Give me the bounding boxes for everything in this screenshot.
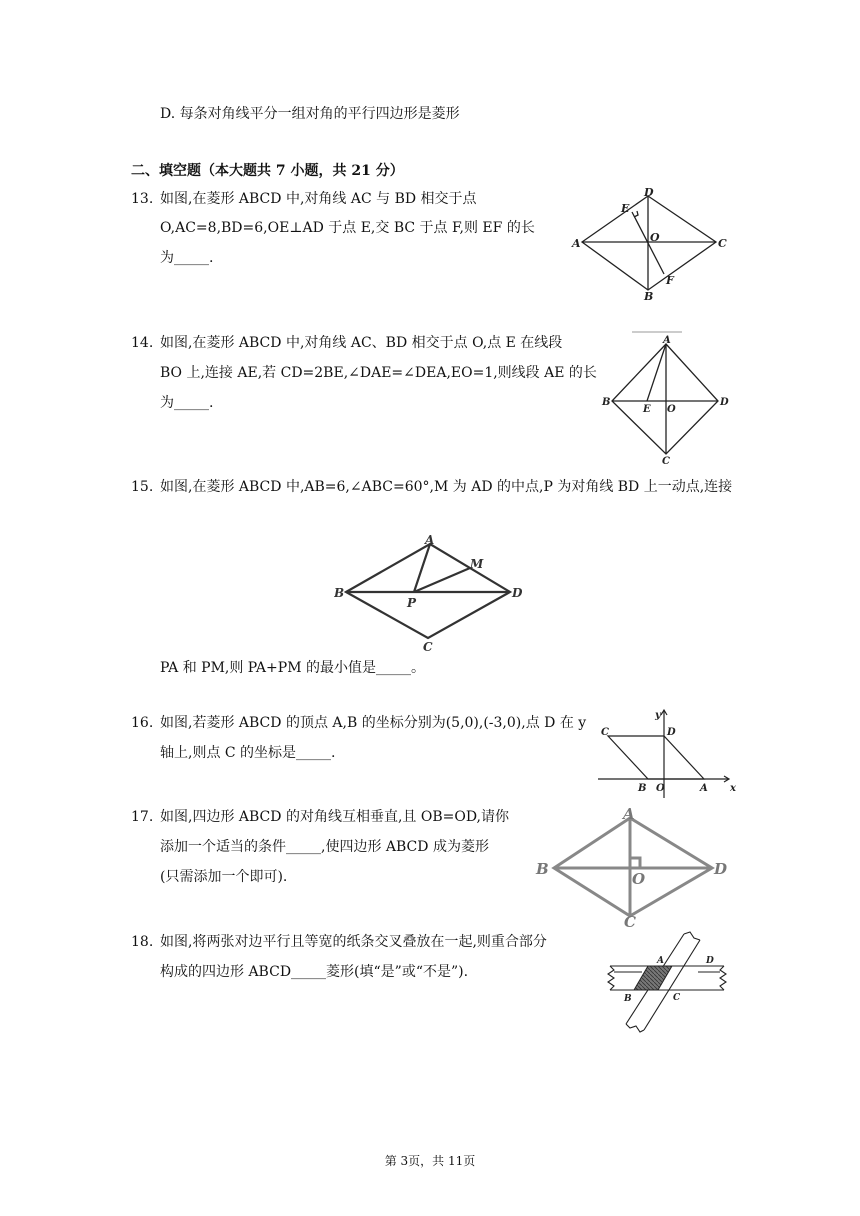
fig15-label-p: P — [407, 596, 417, 610]
fig13-label-o: O — [650, 231, 660, 244]
question-14-line-3: 为_____. — [160, 395, 214, 411]
fig13-label-c: C — [718, 237, 727, 250]
fig18-label-c: C — [673, 993, 681, 1003]
figure-16-coordinate — [592, 706, 742, 802]
question-17-line-2: 添加一个适当的条件_____,使四边形 ABCD 成为菱形 — [160, 839, 489, 855]
fig17-label-a: A — [623, 806, 635, 823]
fig14-label-d: D — [720, 397, 729, 408]
fig13-label-b: B — [644, 290, 654, 302]
figure-17-quadrilateral — [534, 806, 734, 928]
fig15-label-d: D — [512, 586, 523, 600]
fig14-label-o: O — [667, 404, 676, 415]
fig17-label-c: C — [624, 913, 636, 928]
question-15-line-2: PA 和 PM,则 PA+PM 的最小值是_____。 — [160, 660, 425, 676]
fig16-label-o: O — [656, 783, 665, 794]
fig14-label-b: B — [602, 397, 611, 408]
question-14-line-1: 如图,在菱形 ABCD 中,对角线 AC、BD 相交于点 O,点 E 在线段 — [160, 335, 563, 351]
question-17-line-1: 如图,四边形 ABCD 的对角线互相垂直,且 OB=OD,请你 — [160, 809, 509, 825]
fig15-label-b: B — [334, 586, 345, 600]
fig16-label-b: B — [638, 783, 647, 794]
fig15-label-c: C — [423, 640, 433, 654]
fig18-label-b: B — [624, 994, 632, 1004]
question-17-line-3: (只需添加一个即可). — [160, 869, 288, 885]
fig17-label-o: O — [632, 870, 646, 888]
section-header: 二、填空题（本大题共 7 小题，共 21 分） — [131, 163, 404, 179]
question-13-number: 13. — [131, 191, 154, 207]
fig16-label-y: y — [655, 710, 661, 721]
question-13-line-1: 如图,在菱形 ABCD 中,对角线 AC 与 BD 相交于点 — [160, 191, 477, 207]
question-16-line-1: 如图,若菱形 ABCD 的顶点 A,B 的坐标分别为(5,0),(-3,0),点 D 在 y — [160, 715, 587, 731]
fig16-label-c: C — [601, 727, 609, 738]
fig17-label-d: D — [714, 860, 728, 878]
question-14-number: 14. — [131, 335, 154, 351]
figure-18-paper-strips — [602, 930, 734, 1034]
fig15-label-a: A — [425, 533, 435, 547]
fig18-label-a: A — [657, 956, 664, 966]
page-footer: 第 3页，共 11页 — [384, 1154, 476, 1168]
fig17-label-b: B — [536, 860, 549, 878]
figure-14-rhombus — [598, 326, 738, 466]
question-15-number: 15. — [131, 479, 154, 495]
question-13-line-3: 为_____. — [160, 250, 214, 266]
question-16-number: 16. — [131, 715, 154, 731]
fig16-label-x: x — [730, 783, 736, 794]
option-d: D. 每条对角线平分一组对角的平行四边形是菱形 — [160, 106, 460, 122]
fig13-label-f: F — [666, 274, 674, 287]
fig13-label-e: E — [621, 202, 630, 215]
question-18-line-2: 构成的四边形 ABCD_____菱形(填“是”或“不是”). — [160, 964, 469, 980]
fig14-label-e: E — [643, 404, 651, 415]
question-14-line-2: BO 上,连接 AE,若 CD=2BE,∠DAE=∠DEA,EO=1,则线段 AE 的长 — [160, 365, 597, 381]
fig18-label-d: D — [706, 956, 714, 966]
fig15-label-m: M — [470, 557, 484, 571]
figure-15-rhombus — [334, 530, 526, 658]
fig13-label-d: D — [644, 186, 654, 199]
fig16-label-d: D — [667, 727, 676, 738]
fig13-label-a: A — [572, 237, 581, 250]
fig14-label-c: C — [662, 456, 670, 466]
question-15-line-1: 如图,在菱形 ABCD 中,AB=6,∠ABC=60°,M 为 AD 的中点,P 为对角线 BD 上一动点,连接 — [160, 479, 733, 495]
question-18-number: 18. — [131, 934, 154, 950]
question-13-line-2: O,AC=8,BD=6,OE⊥AD 于点 E,交 BC 于点 F,则 EF 的长 — [160, 220, 535, 236]
question-17-number: 17. — [131, 809, 154, 825]
question-16-line-2: 轴上,则点 C 的坐标是_____. — [160, 745, 336, 761]
fig14-label-a: A — [663, 335, 671, 346]
figure-13-rhombus — [570, 184, 730, 302]
fig16-label-a: A — [700, 783, 708, 794]
question-18-line-1: 如图,将两张对边平行且等宽的纸条交叉叠放在一起,则重合部分 — [160, 934, 547, 950]
